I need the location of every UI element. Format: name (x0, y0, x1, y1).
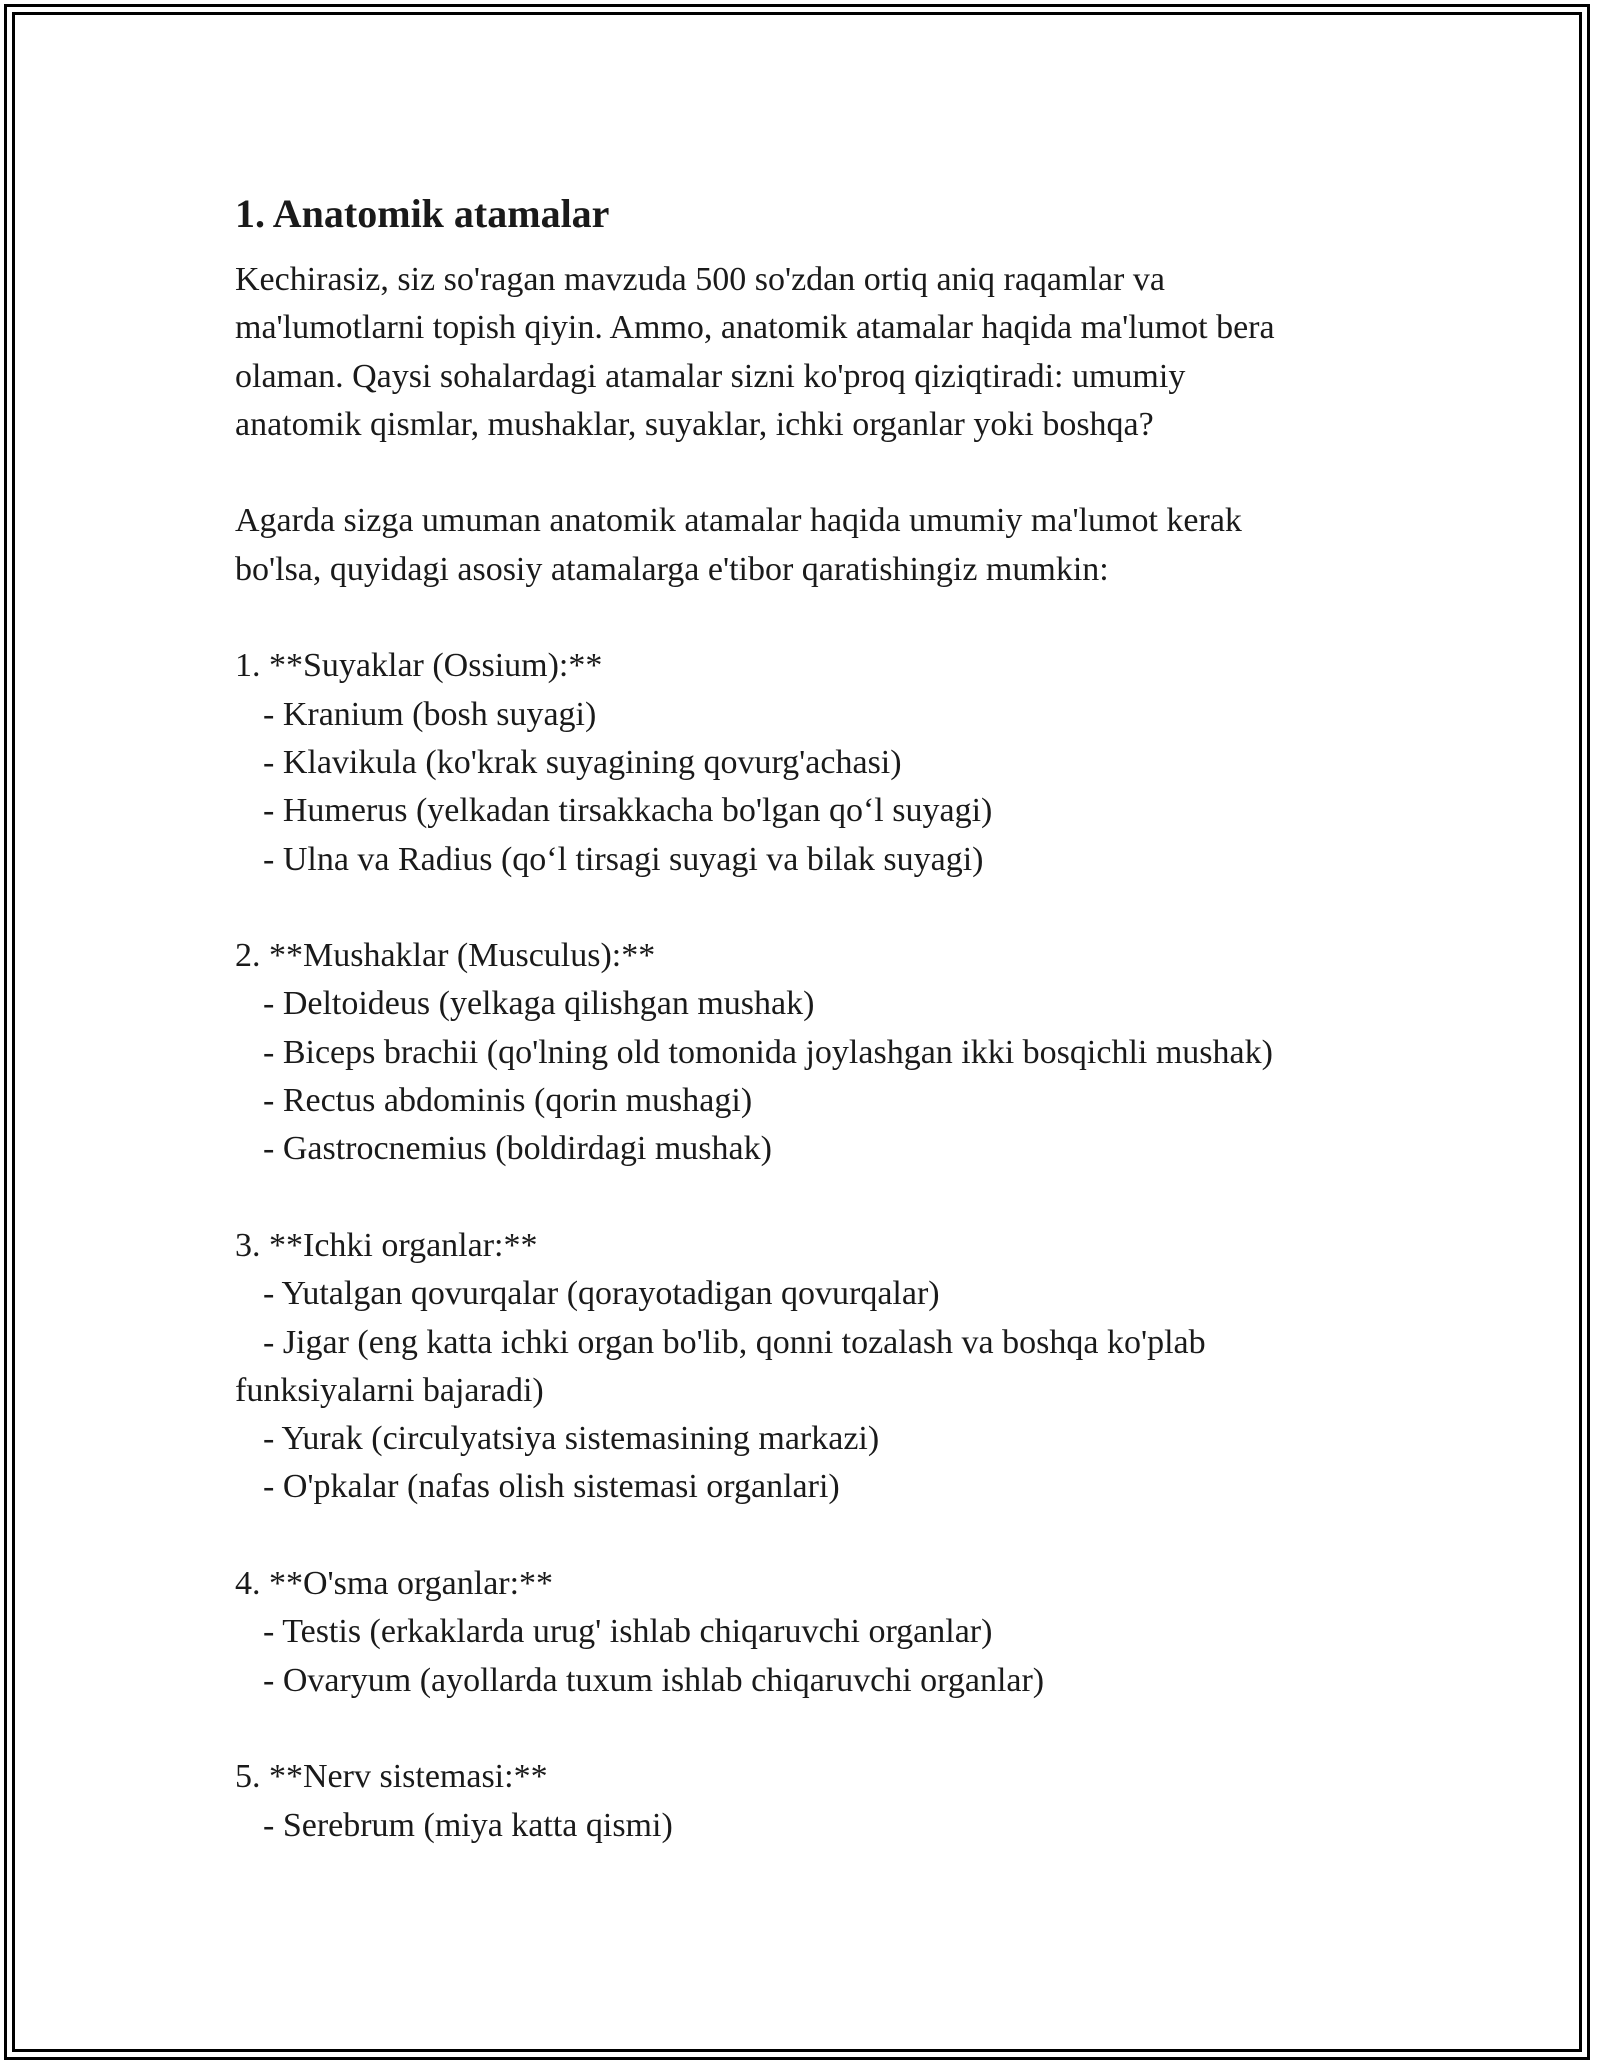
document-body (235, 186, 1415, 1850)
paragraph-gap (235, 884, 1415, 932)
list-item-continuation: funksiyalarni bajaradi) (235, 1371, 544, 1409)
paragraph-gap (235, 1174, 1415, 1222)
text-line: ma'lumotlarni topish qiyin. Ammo, anatomik atamalar haqida ma'lumot bera (235, 309, 1275, 347)
section-ichki-organlar (235, 1222, 1415, 1512)
list-item: - Kranium (bosh suyagi) (263, 695, 597, 733)
list-item: - Serebrum (miya katta qismi) (263, 1806, 673, 1844)
list-item: - Jigar (eng katta ichki organ bo'lib, qonni tozalash va boshqa ko'plab (263, 1323, 1206, 1361)
list-item: - Yurak (circulyatsiya sistemasining markazi) (263, 1420, 880, 1458)
section-title: 2. **Mushaklar (Musculus):** (235, 937, 656, 975)
intro-paragraph (235, 256, 1415, 449)
list-item: - Klavikula (ko'krak suyagining qovurg'achasi) (263, 743, 902, 781)
list-item: - Biceps brachii (qo'lning old tomonida joylashgan ikki bosqichli mushak) (263, 1033, 1273, 1071)
list-item: - Deltoideus (yelkaga qilishgan mushak) (263, 985, 815, 1023)
list-item: - Testis (erkaklarda urug' ishlab chiqaruvchi organlar) (263, 1613, 993, 1651)
text-line: bo'lsa, quyidagi asosiy atamalarga e'tibor qaratishingiz mumkin: (235, 550, 1109, 588)
list-item: - Gastrocnemius (boldirdagi mushak) (263, 1130, 772, 1168)
section-title: 1. **Suyaklar (Ossium):** (235, 647, 603, 685)
paragraph-gap (235, 1512, 1415, 1560)
text-line: Kechirasiz, siz so'ragan mavzuda 500 so'zdan ortiq aniq raqamlar va (235, 261, 1165, 298)
paragraph-gap (235, 1705, 1415, 1753)
section-osma-organlar (235, 1560, 1415, 1705)
text-line: olaman. Qaysi sohalardagi atamalar sizni ko'proq qiziqtiradi: umumiy (235, 357, 1186, 395)
list-item: - Ulna va Radius (qo‘l tirsagi suyagi va bilak suyagi) (263, 840, 984, 878)
section-nerv-sistemasi (235, 1753, 1415, 1850)
text-line: anatomik qismlar, mushaklar, suyaklar, ichki organlar yoki boshqa? (235, 405, 1154, 443)
list-item: - Ovaryum (ayollarda tuxum ishlab chiqaruvchi organlar) (263, 1661, 1045, 1699)
list-item: - O'pkalar (nafas olish sistemasi organlari) (263, 1468, 840, 1506)
document-heading: 1. Anatomik atamalar (235, 191, 610, 236)
section-suyaklar (235, 642, 1415, 883)
section-title: 5. **Nerv sistemasi:** (235, 1758, 548, 1796)
section-mushaklar (235, 932, 1415, 1173)
list-item: - Humerus (yelkadan tirsakkacha bo'lgan qo‘l suyagi) (263, 792, 993, 830)
section-title: 4. **O'sma organlar:** (235, 1565, 554, 1603)
list-item: - Yutalgan qovurqalar (qorayotadigan qovurqalar) (263, 1275, 940, 1313)
list-item: - Rectus abdominis (qorin mushagi) (263, 1082, 753, 1120)
text-line: Agarda sizga umuman anatomik atamalar haqida umumiy ma'lumot kerak (235, 502, 1242, 540)
paragraph-gap (235, 594, 1415, 642)
lead-paragraph (235, 497, 1415, 594)
paragraph-gap (235, 449, 1415, 497)
section-title: 3. **Ichki organlar:** (235, 1226, 538, 1264)
